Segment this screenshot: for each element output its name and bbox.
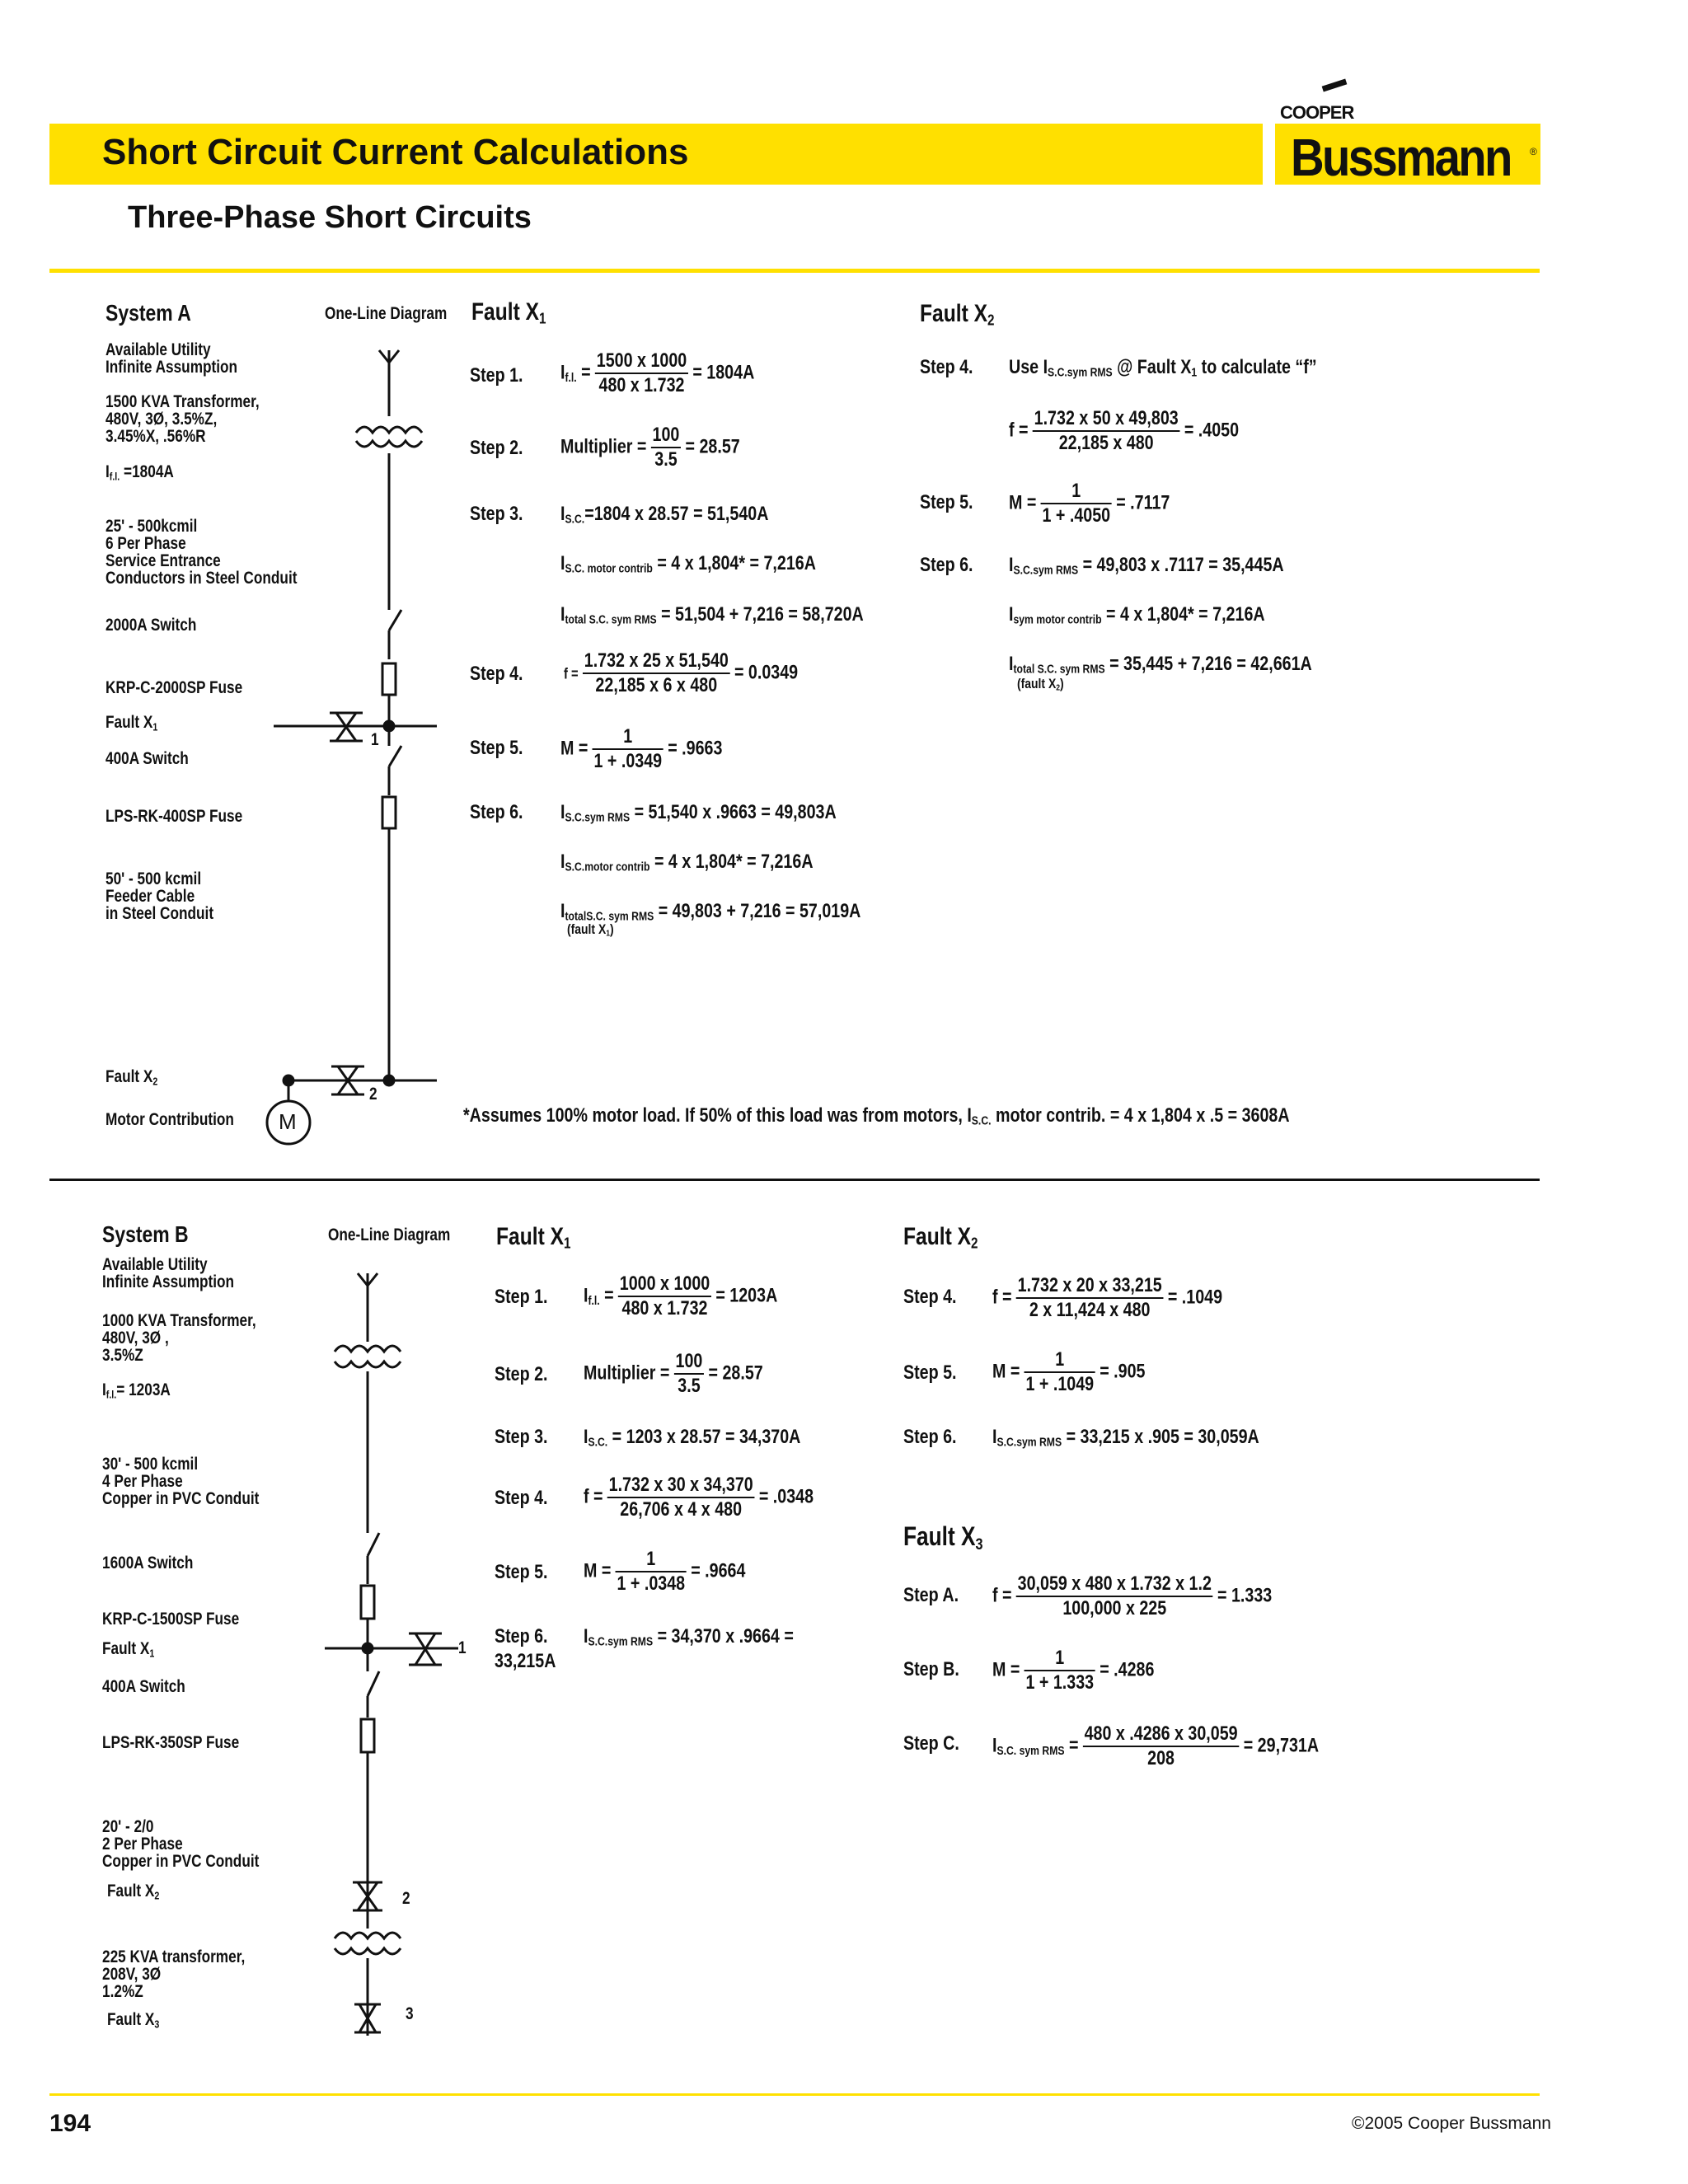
a-x1-step3-label: Step 3. [470,503,523,525]
b-x1-step4-eq: f = $\frac{1.732 x 30 x 34,370}{26,706 x 4 x 480}$ = .0348 [584,1474,814,1521]
b-x1-step4-label: Step 4. [495,1487,548,1509]
b-x1-step5-eq: M = $\frac{1}{1 + .0348}$ = .9664 [584,1548,746,1595]
a-node2-label: 2 [369,1085,377,1104]
a-x1-total-2: $I_{totalS.C. sym RMS} = 49,803 + 7,216 = 57,019A$ [560,900,861,924]
a-x2-total: $I_{total S.C. sym RMS} = 35,445 + 7,216 = 42,661A$ [1009,653,1312,677]
a-x1-step5-label: Step 5. [470,737,523,759]
a-x2-step6-label: Step 6. [920,554,973,576]
b-x3-stepA-eq: f = $\frac{30,059 x 480 x 1.732 x 1.2}{100,000 x 225}$ = 1.333 [992,1572,1273,1619]
b-x1-step1-label: Step 1. [495,1286,548,1308]
b-node2-label: 2 [402,1889,410,1908]
a-x1-step3-eq: $I_{S.C.}=1804$ x 28.57 = 51,540A [560,503,769,527]
b-switch2-symbol [368,1671,379,1696]
page-number: 194 [49,2110,91,2137]
a-x1-total: $I_{total S.C. sym RMS} = 51,504 + 7,216 = 58,720A$ [560,603,864,627]
a-x2-total-note: (fault $X_2$) [1017,676,1064,693]
a-full-load-current-label: $I_{f.l.} =1804A$ [106,462,174,483]
b-full-load-current-label: $I_{f.l.}= 1203A$ [102,1380,171,1401]
b-switch1-label: 1600A Switch [102,1554,194,1572]
b-utility-source-symbol [358,1273,377,1296]
b-x2-step6-eq: $I_{S.C.sym RMS} = 33,215$ x .905 = 30,059A [992,1426,1259,1450]
logo-cooper-text: COOPER [1280,102,1354,123]
a-node1-label: 1 [371,730,379,749]
a-x2-motor-contrib: $I_{sym motor contrib} = 4$ x 1,804* = 7,216A [1009,603,1265,627]
b-x2-step4-eq: f = $\frac{1.732 x 20 x 33,215}{2 x 11,424 x 480}$ = .1049 [992,1274,1223,1321]
a-x2-step6-eq: $I_{S.C.sym RMS} = 49,803$ x .7117 = 35,445A [1009,554,1284,578]
a-x1-step5-eq: M = $\frac{1}{1 + .0349}$ = .9663 [560,725,723,772]
system-a-title: System A [106,300,191,326]
a-x1-step4-eq: f = $\frac{1.732 x 25 x 51,540}{22,185 x 6 x 480}$ = 0.0349 [564,649,799,696]
system-b-diagram-label: One-Line Diagram [328,1226,451,1244]
b-x1-step2-eq: Multiplier = $\frac{100}{3.5}$ = 28.57 [584,1350,763,1397]
b-fuse1-label: KRP-C-1500SP Fuse [102,1610,240,1629]
system-b-title: System B [102,1221,189,1247]
a-x2-step4-label: Step 4. [920,356,973,378]
b-x3-stepB-label: Step B. [903,1658,959,1680]
b-x2-step5-label: Step 5. [903,1361,957,1384]
a-x1-motor-contrib-2: $I_{S.C.motor contrib} = 4$ x 1,804* = 7,216A [560,851,814,874]
a-x1-step1-eq: $I_{f.l.}$ = $\frac{1500 x 1000}{480 x 1.732}$ = 1804A [560,349,755,396]
section-subtitle: Three-Phase Short Circuits [128,200,532,235]
logo-accent-mark [1322,79,1348,92]
a-transformer-label: 1500 KVA Transformer, 480V, 3Ø, 3.5%Z, 3.45%X, .56%R [106,392,260,446]
b-fuse2-symbol [361,1719,374,1752]
a-switch1-label: 2000A Switch [106,616,197,635]
b-switch1-symbol [368,1533,379,1556]
b-transformer2-symbol [335,1933,401,1954]
b-service-conductor-label: 30' - 500 kcmil 4 Per Phase Copper in PVC Conduit [102,1455,260,1508]
b-x1-step3-eq: $I_{S.C.} = 1203$ x 28.57 = 34,370A [584,1426,801,1450]
b-node3-label: 3 [406,2004,414,2023]
b-fuse2-label: LPS-RK-350SP Fuse [102,1733,240,1752]
b-x1-step3-label: Step 3. [495,1426,548,1448]
a-x2-step5-eq: M = $\frac{1}{1 + .4050}$ = .7117 [1009,480,1170,527]
b-transformer-label: 1000 KVA Transformer, 480V, 3Ø , 3.5%Z [102,1311,256,1365]
a-fuse1-label: KRP-C-2000SP Fuse [106,678,243,697]
b-fuse1-symbol [361,1586,374,1619]
b-transformer-symbol [335,1346,401,1367]
logo-bussmann-text: Bussmann [1291,128,1511,187]
b-x3-stepA-label: Step A. [903,1584,959,1606]
b-x3-stepC-label: Step C. [903,1732,959,1755]
a-x2-step4-text: Use $I_{S.C.sym RMS}$ @ Fault $X_1$ to calculate “f” [1009,356,1317,380]
a-x1-step4-label: Step 4. [470,663,523,685]
a-fault-x2-heading: Fault $X_2$ [920,300,995,329]
system-b-one-line-diagram [0,0,495,2060]
b-fault-x2-heading: Fault $X_2$ [903,1223,978,1252]
logo-registered-mark: ® [1530,146,1537,157]
a-x2-step5-label: Step 5. [920,491,973,513]
b-x1-step6-label: Step 6. [495,1625,548,1647]
b-fault1-label: Fault $X_1$ [102,1639,155,1660]
a-x1-motor-contrib: $I_{S.C. motor contrib} = 4$ x 1,804* = 7,216A [560,552,816,576]
b-utility-label: Available Utility Infinite Assumption [102,1255,235,1291]
copyright: ©2005 Cooper Bussmann [1352,2114,1551,2133]
b-transformer2-label: 225 KVA transformer, 208V, 3Ø 1.2%Z [102,1947,246,2001]
b-fault2-label: Fault $X_2$ [107,1882,160,1902]
b-feeder-label: 20' - 2/0 2 Per Phase Copper in PVC Conduit [102,1817,260,1871]
b-x1-step2-label: Step 2. [495,1363,548,1385]
b-x1-step5-label: Step 5. [495,1561,548,1583]
b-x3-stepB-eq: M = $\frac{1}{1 + 1.333}$ = .4286 [992,1647,1155,1694]
a-x1-step6-label: Step 6. [470,801,523,823]
a-footnote: *Assumes 100% motor load. If 50% of this load was from motors, $I_{S.C.}$ motor contrib. = 4 x 1,804 x .5 = 3608A [463,1104,1290,1128]
b-fault3-label: Fault $X_3$ [107,2010,160,2031]
a-x1-step2-label: Step 2. [470,437,523,459]
b-switch2-label: 400A Switch [102,1677,185,1696]
b-node1-label: 1 [458,1638,467,1657]
a-switch2-label: 400A Switch [106,749,189,768]
a-service-conductor-label: 25' - 500kcmil 6 Per Phase Service Entrance Conductors in Steel Conduit [106,517,298,588]
a-x1-step1-label: Step 1. [470,364,523,387]
b-fault-x1-heading: Fault $X_1$ [496,1223,571,1252]
page-title: Short Circuit Current Calculations [102,132,689,172]
footer-divider [49,2093,1540,2096]
b-x3-stepC-eq: $I_{S.C. sym RMS}$ = $\frac{480 x .4286 x 30,059}{208}$ = 29,731A [992,1722,1320,1769]
a-feeder-label: 50' - 500 kcmil Feeder Cable in Steel Conduit [106,869,214,923]
b-x1-step6-eq: $I_{S.C.sym RMS} = 34,370$ x .9664 = [584,1625,794,1649]
a-fault-x1-heading: Fault $X_1$ [471,298,546,327]
a-utility-label: Available Utility Infinite Assumption [106,340,238,377]
a-fault2-label: Fault $X_2$ [106,1067,158,1088]
b-x2-step6-label: Step 6. [903,1426,957,1448]
a-motor-label: Motor Contribution [106,1110,234,1129]
b-x2-step5-eq: M = $\frac{1}{1 + .1049}$ = .905 [992,1348,1146,1395]
b-fault1-node [363,1643,373,1653]
b-x1-step6-wrap: 33,215A [495,1650,556,1672]
a-motor-letter: M [279,1109,297,1134]
b-x2-step4-label: Step 4. [903,1286,957,1308]
a-x2-f-eq: f = $\frac{1.732 x 50 x 49,803}{22,185 x 480}$ = .4050 [1009,407,1240,454]
a-x1-total-2-note: (fault $X_1$) [567,921,614,939]
b-x1-step1-eq: $I_{f.l.}$ = $\frac{1000 x 1000}{480 x 1.732}$ = 1203A [584,1272,778,1319]
a-x1-step6-eq: $I_{S.C.sym RMS} = 51,540$ x .9663 = 49,803A [560,801,837,825]
a-x1-step2-eq: Multiplier = $\frac{100}{3.5}$ = 28.57 [560,424,740,471]
a-fault1-label: Fault $X_1$ [106,713,158,733]
a-fuse2-label: LPS-RK-400SP Fuse [106,807,243,826]
system-a-diagram-label: One-Line Diagram [325,304,448,323]
b-fault-x3-heading: Fault $X_3$ [903,1521,983,1554]
